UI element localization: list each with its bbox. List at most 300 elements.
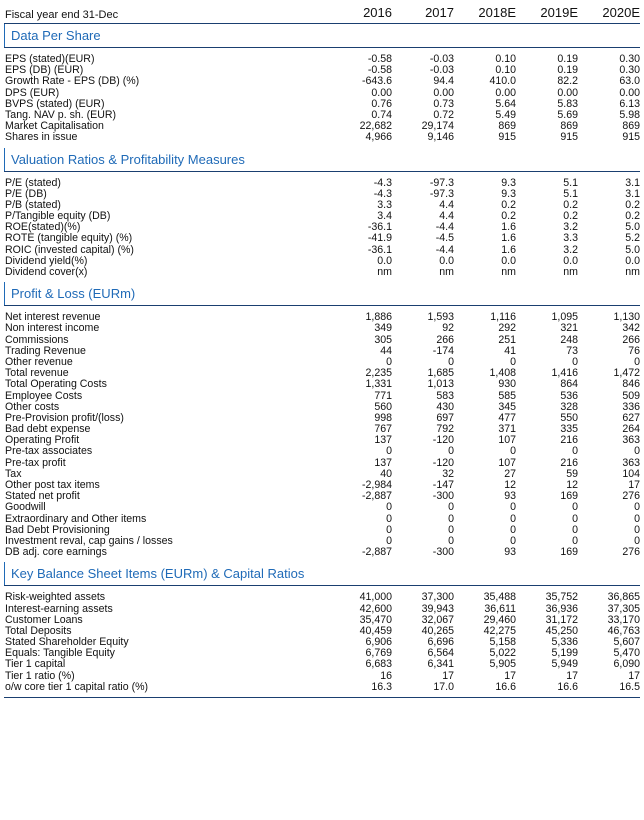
row-label: Dividend yield(%) <box>5 254 88 267</box>
cell-2017: -97.3 <box>429 176 454 189</box>
row-label: Tier 1 capital <box>5 658 66 671</box>
cell-2017: 92 <box>442 322 454 335</box>
cell-2016: 0 <box>386 501 392 514</box>
cell-2019e: 0.2 <box>563 210 578 223</box>
row-label: P/B (stated) <box>5 198 61 211</box>
cell-2019e: 3.2 <box>563 221 578 234</box>
year-col-2020e: 2020E <box>602 5 640 20</box>
cell-2017: 583 <box>436 389 454 402</box>
row-label: Equals: Tangible Equity <box>5 647 115 660</box>
cell-2019e: 16.6 <box>557 680 578 693</box>
table-row <box>4 424 640 435</box>
table-row <box>4 335 640 346</box>
cell-2020e: 3.1 <box>625 187 640 200</box>
row-label: Other post tax items <box>5 479 100 491</box>
cell-2019e: 17 <box>566 669 578 682</box>
section-valuation-ratios-profitability-measures <box>4 171 640 283</box>
cell-2016: 42,600 <box>359 602 392 615</box>
cell-2016: 137 <box>374 434 392 447</box>
cell-2018e: 107 <box>498 434 516 447</box>
cell-2018e: 107 <box>498 456 516 469</box>
cell-2016: -0.58 <box>367 53 392 65</box>
cell-2019e: 169 <box>560 546 578 559</box>
cell-2020e: 264 <box>622 423 640 436</box>
section-title-valuation-ratios-profitability-measures: Valuation Ratios & Profitability Measures <box>4 148 640 171</box>
cell-2020e: 0.2 <box>625 198 640 211</box>
cell-2018e: 5.64 <box>495 97 516 110</box>
cell-2018e: 5.49 <box>495 108 516 121</box>
cell-2019e: 536 <box>560 389 578 402</box>
cell-2020e: 46,763 <box>607 624 640 637</box>
table-row <box>4 615 640 626</box>
table-row <box>4 267 640 278</box>
cell-2020e: 1,130 <box>613 311 640 324</box>
cell-2017: -300 <box>432 546 454 559</box>
cell-2020e: 509 <box>622 389 640 402</box>
row-label: Extraordinary and Other items <box>5 512 147 525</box>
cell-2016: 0.00 <box>371 86 392 99</box>
cell-2020e: 846 <box>622 378 640 391</box>
cell-2019e: 59 <box>566 467 578 480</box>
cell-2020e: 0.30 <box>619 64 640 77</box>
cell-2020e: 3.1 <box>625 176 640 189</box>
cell-2018e: 0 <box>510 512 516 525</box>
cell-2019e: 36,936 <box>545 602 578 615</box>
cell-2017: -120 <box>432 434 454 447</box>
cell-2019e: nm <box>563 266 578 278</box>
table-row <box>4 323 640 334</box>
table-row <box>4 391 640 402</box>
section-profit-loss-eurm <box>4 305 640 562</box>
cell-2016: -2,984 <box>361 479 392 491</box>
cell-2018e: 1.6 <box>501 243 516 256</box>
cell-2018e: 0 <box>510 355 516 368</box>
table-row <box>4 604 640 615</box>
cell-2017: -300 <box>432 490 454 503</box>
cell-2019e: 0.00 <box>557 86 578 99</box>
row-label: Goodwill <box>5 501 46 514</box>
row-label: Pre-tax associates <box>5 445 93 458</box>
cell-2020e: 266 <box>622 333 640 346</box>
cell-2017: 6,341 <box>427 658 454 671</box>
row-label: P/Tangible equity (DB) <box>5 210 111 223</box>
cell-2018e: 1.6 <box>501 232 516 245</box>
cell-2020e: 5,607 <box>613 636 640 649</box>
cell-2017: 792 <box>436 423 454 436</box>
cell-2016: 3.3 <box>377 198 392 211</box>
table-row <box>4 312 640 323</box>
cell-2016: -0.58 <box>367 64 392 77</box>
row-label: Stated Shareholder Equity <box>5 636 129 649</box>
row-label: Stated net profit <box>5 490 80 503</box>
row-label: Total Deposits <box>5 624 72 637</box>
cell-2020e: 0.2 <box>625 210 640 223</box>
table-row <box>4 446 640 457</box>
cell-2018e: 0.0 <box>501 254 516 267</box>
cell-2017: 430 <box>436 400 454 413</box>
cell-2017: nm <box>439 266 454 278</box>
cell-2016: 305 <box>374 333 392 346</box>
cell-2016: nm <box>377 266 392 278</box>
cell-2019e: 3.3 <box>563 232 578 245</box>
cell-2018e: 1.6 <box>501 221 516 234</box>
cell-2017: 0 <box>448 523 454 536</box>
row-label: Other revenue <box>5 355 73 368</box>
table-row <box>4 458 640 469</box>
table-row <box>4 211 640 222</box>
cell-2020e: 33,170 <box>607 613 640 626</box>
cell-2018e: 1,408 <box>489 367 516 380</box>
cell-2017: -0.03 <box>429 64 454 77</box>
cell-2016: -643.6 <box>361 75 392 88</box>
cell-2017: 17.0 <box>433 680 454 693</box>
row-label: DPS (EUR) <box>5 86 60 99</box>
cell-2019e: 0 <box>572 355 578 368</box>
year-col-2017: 2017 <box>425 5 454 20</box>
cell-2019e: 0 <box>572 534 578 547</box>
cell-2020e: 0 <box>634 355 640 368</box>
cell-2018e: 5,022 <box>489 647 516 660</box>
cell-2020e: 104 <box>622 467 640 480</box>
cell-2017: 0.72 <box>433 108 454 121</box>
cell-2020e: 0.30 <box>619 53 640 65</box>
row-label: Commissions <box>5 333 69 346</box>
table-row <box>4 648 640 659</box>
cell-2019e: 1,416 <box>551 367 578 380</box>
row-label: Pre-Provision profit/(loss) <box>5 411 124 424</box>
cell-2019e: 0.0 <box>563 254 578 267</box>
cell-2019e: 869 <box>560 120 578 133</box>
cell-2018e: 93 <box>504 546 516 559</box>
cell-2018e: 585 <box>498 389 516 402</box>
section-title-data-per-share: Data Per Share <box>4 24 640 47</box>
cell-2018e: 9.3 <box>501 187 516 200</box>
row-label: EPS (stated)(EUR) <box>5 53 95 65</box>
cell-2018e: 0 <box>510 523 516 536</box>
cell-2018e: 0 <box>510 534 516 547</box>
cell-2018e: 371 <box>498 423 516 436</box>
cell-2019e: 5.1 <box>563 176 578 189</box>
row-label: Tang. NAV p. sh. (EUR) <box>5 108 117 121</box>
cell-2020e: 76 <box>628 344 640 357</box>
cell-2019e: 5.83 <box>557 97 578 110</box>
cell-2018e: 410.0 <box>489 75 516 88</box>
cell-2016: 771 <box>374 389 392 402</box>
cell-2016: 16.3 <box>371 680 392 693</box>
cell-2020e: 627 <box>622 411 640 424</box>
year-col-2018e: 2018E <box>478 5 516 20</box>
cell-2020e: 36,865 <box>607 591 640 604</box>
row-label: Shares in issue <box>5 131 78 144</box>
cell-2016: 40 <box>380 467 392 480</box>
cell-2018e: 930 <box>498 378 516 391</box>
table-header <box>4 0 640 24</box>
cell-2020e: 6,090 <box>613 658 640 671</box>
cell-2018e: 42,275 <box>483 624 516 637</box>
cell-2016: 767 <box>374 423 392 436</box>
cell-2020e: 363 <box>622 434 640 447</box>
cell-2019e: 0.19 <box>557 64 578 77</box>
row-label: Growth Rate - EPS (DB) (%) <box>5 75 140 88</box>
cell-2018e: 869 <box>498 120 516 133</box>
cell-2017: 0 <box>448 445 454 458</box>
cell-2020e: 5.2 <box>625 232 640 245</box>
table-row <box>4 357 640 368</box>
cell-2020e: 342 <box>622 322 640 335</box>
cell-2016: 44 <box>380 344 392 357</box>
cell-2020e: 6.13 <box>619 97 640 110</box>
cell-2020e: 0.0 <box>625 254 640 267</box>
cell-2017: 32,067 <box>421 613 454 626</box>
cell-2018e: 0.10 <box>495 53 516 65</box>
row-label: ROE(stated)(%) <box>5 221 81 234</box>
year-col-2016: 2016 <box>363 5 392 20</box>
row-label: DB adj. core earnings <box>5 546 107 559</box>
cell-2019e: 248 <box>560 333 578 346</box>
row-label: Net interest revenue <box>5 311 101 324</box>
cell-2019e: 5,199 <box>551 647 578 660</box>
cell-2018e: nm <box>501 266 516 278</box>
cell-2020e: 17 <box>628 479 640 491</box>
cell-2019e: 0.2 <box>563 198 578 211</box>
row-label: Total revenue <box>5 367 69 380</box>
cell-2017: 266 <box>436 333 454 346</box>
cell-2016: 137 <box>374 456 392 469</box>
cell-2016: -4.3 <box>373 187 392 200</box>
cell-2018e: 345 <box>498 400 516 413</box>
table-row <box>4 76 640 87</box>
cell-2016: -36.1 <box>367 221 392 234</box>
cell-2019e: 328 <box>560 400 578 413</box>
cell-2017: 4.4 <box>439 210 454 223</box>
table-row <box>4 435 640 446</box>
cell-2017: 39,943 <box>421 602 454 615</box>
table-row <box>4 54 640 65</box>
cell-2016: 6,769 <box>365 647 392 660</box>
cell-2017: 4.4 <box>439 198 454 211</box>
cell-2017: 6,564 <box>427 647 454 660</box>
cell-2017: -4.4 <box>435 221 454 234</box>
row-label: ROIC (invested capital) (%) <box>5 243 134 256</box>
cell-2020e: 0 <box>634 445 640 458</box>
table-row <box>4 245 640 256</box>
row-label: Investment reval, cap gains / losses <box>5 534 173 547</box>
cell-2017: 1,013 <box>427 378 454 391</box>
cell-2019e: 1,095 <box>551 311 578 324</box>
row-label: BVPS (stated) (EUR) <box>5 97 105 110</box>
cell-2020e: 1,472 <box>613 367 640 380</box>
cell-2020e: 0 <box>634 501 640 514</box>
row-label: Total Operating Costs <box>5 378 107 391</box>
row-label: Interest-earning assets <box>5 602 113 615</box>
section-data-per-share <box>4 47 640 148</box>
cell-2020e: 37,305 <box>607 602 640 615</box>
cell-2019e: 5,336 <box>551 636 578 649</box>
row-label: Pre-tax profit <box>5 456 66 469</box>
row-label: P/E (stated) <box>5 176 61 189</box>
cell-2017: -147 <box>432 479 454 491</box>
cell-2017: 94.4 <box>433 75 454 88</box>
cell-2019e: 5.1 <box>563 187 578 200</box>
cell-2018e: 1,116 <box>490 311 516 324</box>
table-sections <box>4 24 640 698</box>
cell-2019e: 0 <box>572 512 578 525</box>
cell-2017: 9,146 <box>427 131 454 144</box>
cell-2019e: 321 <box>560 322 578 335</box>
cell-2019e: 0.19 <box>557 53 578 65</box>
cell-2016: 6,683 <box>365 658 392 671</box>
table-row <box>4 659 640 670</box>
row-label: EPS (DB) (EUR) <box>5 64 84 77</box>
cell-2020e: 363 <box>622 456 640 469</box>
cell-2018e: 29,460 <box>483 613 516 626</box>
cell-2019e: 0 <box>572 501 578 514</box>
cell-2019e: 12 <box>566 479 578 491</box>
cell-2020e: 0 <box>634 512 640 525</box>
cell-2018e: 16.6 <box>495 680 516 693</box>
table-row <box>4 379 640 390</box>
cell-2016: 0 <box>386 445 392 458</box>
cell-2016: -4.3 <box>373 176 392 189</box>
cell-2019e: 335 <box>560 423 578 436</box>
cell-2016: 16 <box>380 669 392 682</box>
cell-2020e: 336 <box>622 400 640 413</box>
row-label: Bad debt expense <box>5 423 91 436</box>
cell-2016: 0 <box>386 534 392 547</box>
cell-2019e: 3.2 <box>563 243 578 256</box>
cell-2017: -0.03 <box>429 53 454 65</box>
cell-2016: 0.74 <box>371 108 392 121</box>
cell-2017: 0.00 <box>433 86 454 99</box>
row-label: ROTE (tangible equity) (%) <box>5 232 133 245</box>
cell-2016: 349 <box>374 322 392 335</box>
cell-2018e: 0 <box>510 501 516 514</box>
section-title-key-balance-sheet-items-eurm-capital-ratios: Key Balance Sheet Items (EURm) & Capital Ratios <box>4 562 640 585</box>
cell-2019e: 864 <box>560 378 578 391</box>
row-label: Other costs <box>5 400 60 413</box>
cell-2020e: nm <box>625 266 640 278</box>
cell-2018e: 0.2 <box>501 210 516 223</box>
table-row <box>4 547 640 558</box>
cell-2020e: 0 <box>634 534 640 547</box>
row-label: Non interest income <box>5 322 100 335</box>
cell-2017: -4.5 <box>435 232 454 245</box>
cell-2020e: 16.5 <box>619 680 640 693</box>
cell-2016: 22,682 <box>359 120 392 133</box>
cell-2018e: 12 <box>504 479 516 491</box>
row-label: Tax <box>5 467 22 480</box>
cell-2019e: 915 <box>560 131 578 144</box>
table-row <box>4 480 640 491</box>
cell-2016: 998 <box>374 411 392 424</box>
row-label: Risk-weighted assets <box>5 591 106 604</box>
cell-2017: 40,265 <box>421 624 454 637</box>
table-row <box>4 346 640 357</box>
table-row <box>4 189 640 200</box>
cell-2020e: 5.0 <box>625 221 640 234</box>
cell-2019e: 82.2 <box>557 75 578 88</box>
cell-2020e: 63.0 <box>619 75 640 88</box>
cell-2018e: 0 <box>510 445 516 458</box>
cell-2020e: 0.00 <box>619 86 640 99</box>
row-label: P/E (DB) <box>5 187 47 200</box>
cell-2016: 1,331 <box>365 378 392 391</box>
cell-2017: 29,174 <box>421 120 454 133</box>
cell-2017: 0 <box>448 512 454 525</box>
table-row <box>4 121 640 132</box>
cell-2019e: 550 <box>560 411 578 424</box>
cell-2019e: 216 <box>560 456 578 469</box>
row-label: Employee Costs <box>5 389 83 402</box>
cell-2019e: 31,172 <box>545 613 578 626</box>
cell-2017: -120 <box>432 456 454 469</box>
cell-2017: -174 <box>432 344 454 357</box>
cell-2017: 32 <box>442 467 454 480</box>
row-label: Tier 1 ratio (%) <box>5 669 75 682</box>
cell-2017: 0.73 <box>433 97 454 110</box>
cell-2020e: 5,470 <box>613 647 640 660</box>
section-key-balance-sheet-items-eurm-capital-ratios <box>4 585 640 698</box>
row-label: Bad Debt Provisioning <box>5 523 110 536</box>
row-label: Trading Revenue <box>5 344 86 357</box>
cell-2020e: 17 <box>628 669 640 682</box>
cell-2018e: 93 <box>504 490 516 503</box>
table-row <box>4 132 640 143</box>
year-col-2019e: 2019E <box>540 5 578 20</box>
cell-2019e: 35,752 <box>545 591 578 604</box>
cell-2017: 0 <box>448 501 454 514</box>
cell-2018e: 41 <box>504 344 516 357</box>
cell-2017: 1,593 <box>427 311 454 324</box>
cell-2018e: 27 <box>504 467 516 480</box>
cell-2020e: 5.0 <box>625 243 640 256</box>
cell-2016: 0 <box>386 512 392 525</box>
cell-2018e: 35,488 <box>483 591 516 604</box>
cell-2016: 560 <box>374 400 392 413</box>
cell-2018e: 0.10 <box>495 64 516 77</box>
table-row <box>4 233 640 244</box>
row-label: o/w core tier 1 capital ratio (%) <box>5 680 149 693</box>
cell-2019e: 169 <box>560 490 578 503</box>
cell-2017: 37,300 <box>421 591 454 604</box>
row-label: Dividend cover(x) <box>5 266 88 278</box>
cell-2019e: 0 <box>572 445 578 458</box>
cell-2016: -2,887 <box>361 490 392 503</box>
cell-2016: 6,906 <box>365 636 392 649</box>
cell-2016: -36.1 <box>367 243 392 256</box>
cell-2017: 0 <box>448 355 454 368</box>
cell-2016: 0.76 <box>371 97 392 110</box>
cell-2017: 1,685 <box>427 367 454 380</box>
cell-2018e: 0.00 <box>495 86 516 99</box>
table-row <box>4 491 640 502</box>
cell-2019e: 5,949 <box>551 658 578 671</box>
cell-2019e: 45,250 <box>545 624 578 637</box>
cell-2020e: 276 <box>622 546 640 559</box>
row-label: Market Capitalisation <box>5 120 104 133</box>
cell-2016: 0 <box>386 523 392 536</box>
table-row <box>4 502 640 513</box>
cell-2019e: 0 <box>572 523 578 536</box>
cell-2017: 0.0 <box>439 254 454 267</box>
row-label: Customer Loans <box>5 613 83 626</box>
cell-2017: -97.3 <box>429 187 454 200</box>
cell-2016: 0.0 <box>377 254 392 267</box>
cell-2016: 1,886 <box>365 311 392 324</box>
cell-2018e: 5,158 <box>489 636 516 649</box>
row-label: Operating Profit <box>5 434 80 447</box>
cell-2020e: 915 <box>622 131 640 144</box>
